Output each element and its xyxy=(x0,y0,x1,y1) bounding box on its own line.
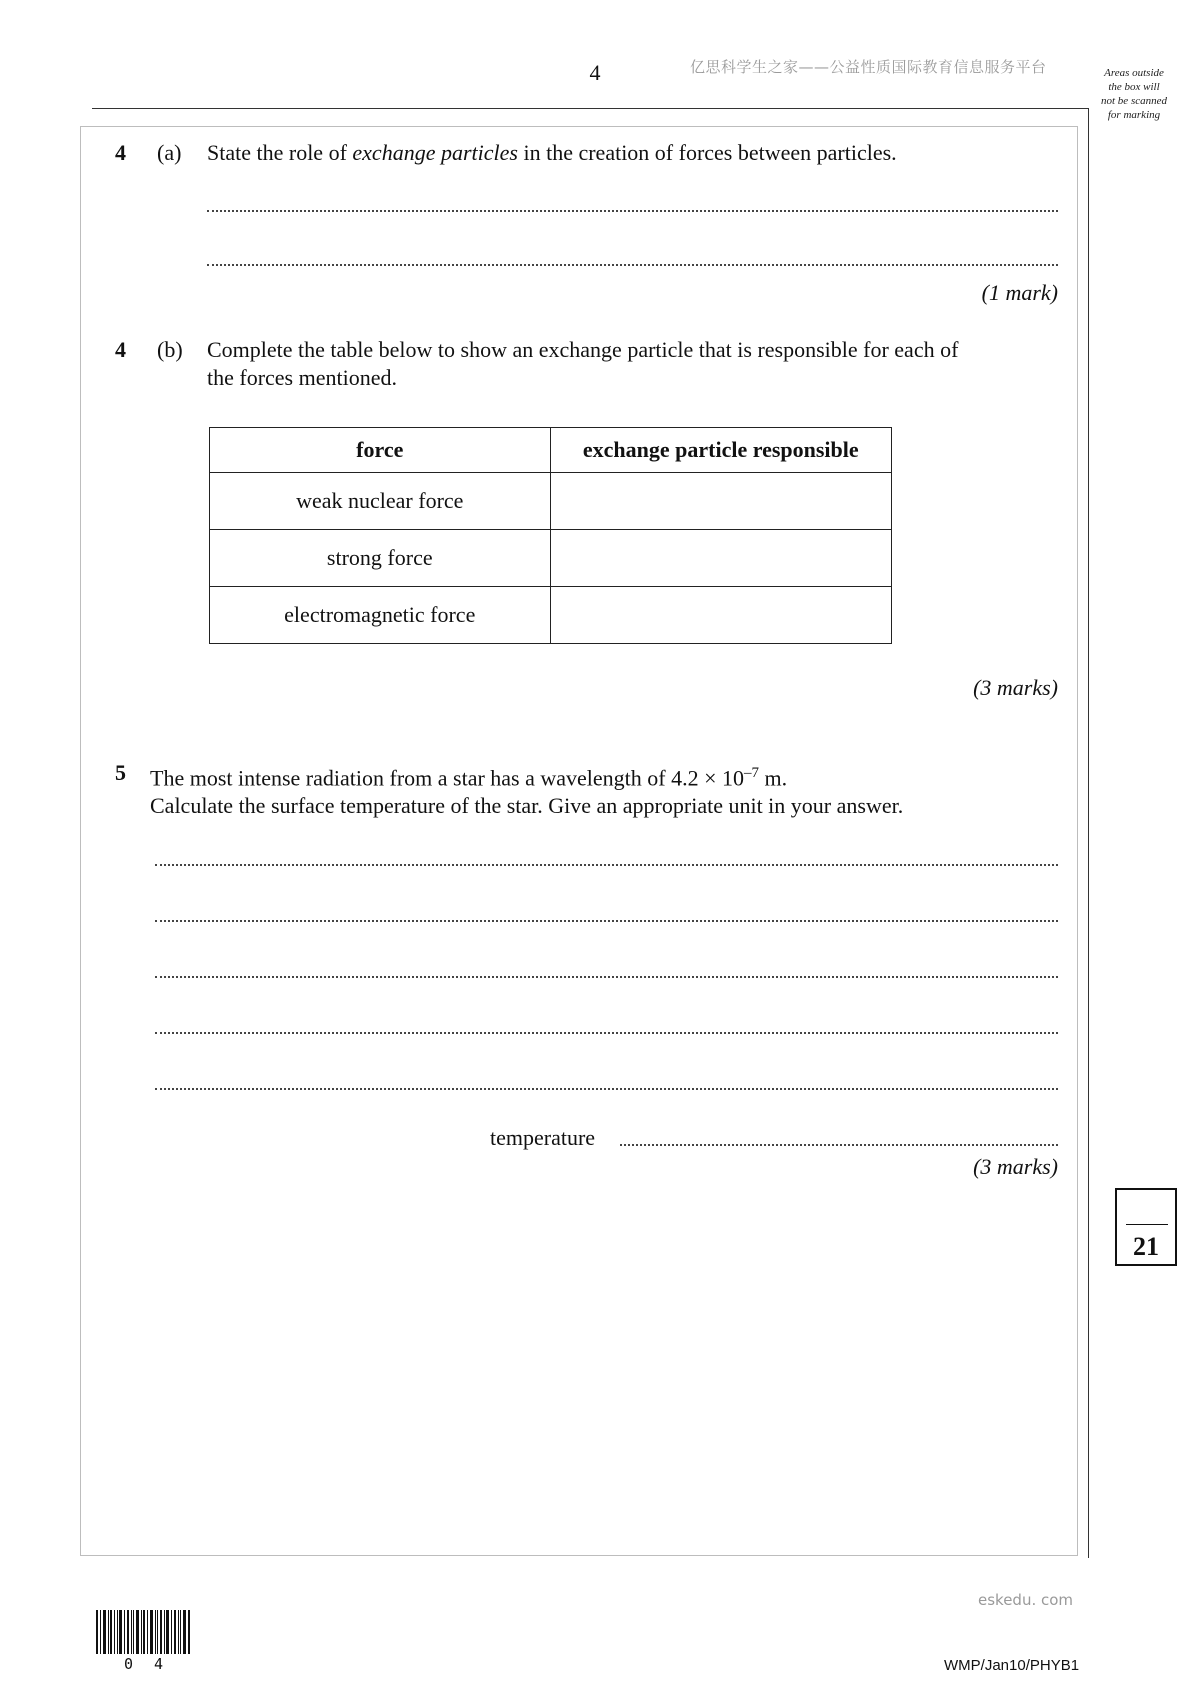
answer-line[interactable] xyxy=(155,864,1058,866)
margin-note xyxy=(1092,66,1176,122)
margin-rule xyxy=(1088,108,1089,1558)
q5-number-group xyxy=(115,759,126,787)
margin-note-line: Areas outside xyxy=(1104,67,1164,79)
q5-text-after: m. xyxy=(759,765,788,791)
q4a-text-after: in the creation of forces between particles. xyxy=(517,140,897,165)
column-header-force: force xyxy=(210,428,551,473)
q4a-text-before: State the role of xyxy=(207,140,353,165)
margin-note-line: for marking xyxy=(1107,109,1161,121)
q5-line-1 xyxy=(150,759,903,792)
q4a-number-group xyxy=(115,139,126,167)
force-cell: weak nuclear force xyxy=(210,473,551,530)
table-header-row xyxy=(210,428,892,473)
answer-line[interactable] xyxy=(155,1032,1058,1034)
answer-line[interactable] xyxy=(155,920,1058,922)
watermark-top: 亿思科学生之家——公益性质国际教育信息服务平台 xyxy=(690,58,1047,76)
q4a-part: (a) xyxy=(157,140,182,165)
score-box-line xyxy=(1126,1224,1168,1225)
question-number: 5 xyxy=(115,760,126,785)
answer-line[interactable] xyxy=(207,264,1058,266)
margin-note-line: not be scanned xyxy=(1101,95,1167,107)
question-number: 4 xyxy=(115,337,126,362)
q4b-number-group xyxy=(115,336,126,364)
q4b-part: (b) xyxy=(157,337,183,362)
q4b-line-1: Complete the table below to show an exchange particle that is responsible for each of xyxy=(207,337,959,362)
force-cell: strong force xyxy=(210,530,551,587)
barcode-icon xyxy=(96,1610,190,1654)
answer-line[interactable] xyxy=(155,976,1058,978)
force-cell: electromagnetic force xyxy=(210,587,551,644)
particle-answer-cell[interactable] xyxy=(550,530,891,587)
q4b-marks: (3 marks) xyxy=(973,675,1058,700)
answer-line[interactable] xyxy=(207,210,1058,212)
q4a-question-text xyxy=(207,139,897,167)
particle-answer-cell[interactable] xyxy=(550,587,891,644)
paper-reference: WMP/Jan10/PHYB1 xyxy=(944,1657,1080,1674)
table-row xyxy=(210,473,892,530)
q4b-line-2: the forces mentioned. xyxy=(207,365,397,390)
q4a-marks: (1 mark) xyxy=(981,280,1058,305)
page-number: 4 xyxy=(589,60,601,85)
q5-line-2: Calculate the surface temperature of the star. Give an appropriate unit in your answer. xyxy=(150,793,904,819)
temperature-answer-line[interactable] xyxy=(620,1144,1058,1146)
table-row xyxy=(210,530,892,587)
watermark-bottom: eskedu. com xyxy=(978,1591,1074,1609)
score-value: 21 xyxy=(1133,1232,1159,1261)
q4a-text-italic: exchange particles xyxy=(352,140,518,165)
temperature-label: temperature xyxy=(490,1125,596,1150)
question-number: 4 xyxy=(115,140,126,165)
q5-marks: (3 marks) xyxy=(973,1154,1058,1179)
table-row xyxy=(210,587,892,644)
q5-exponent: –7 xyxy=(744,765,760,781)
q4b-question-text xyxy=(207,336,958,392)
q5-text-before: The most intense radiation from a star has a wavelength of 4.2 × 10 xyxy=(150,765,745,791)
margin-note-line: the box will xyxy=(1108,81,1160,93)
barcode-digits: 0 4 xyxy=(124,1655,170,1673)
top-rule xyxy=(92,108,1089,109)
particle-answer-cell[interactable] xyxy=(550,473,891,530)
q5-question-text xyxy=(150,759,903,820)
answer-line[interactable] xyxy=(155,1088,1058,1090)
column-header-particle: exchange particle responsible xyxy=(550,428,891,473)
forces-table xyxy=(209,427,892,644)
